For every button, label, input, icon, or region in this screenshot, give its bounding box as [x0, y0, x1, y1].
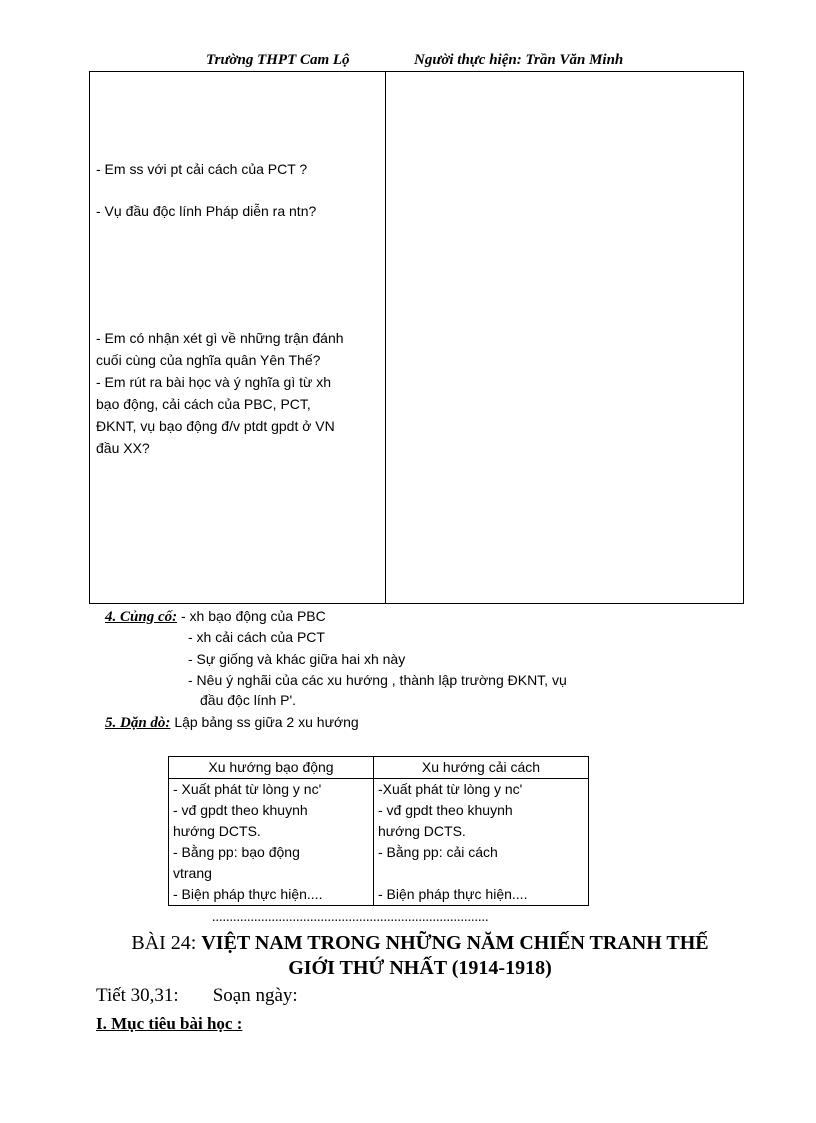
cell-line: - Biện pháp thực hiện.... [378, 886, 528, 902]
column-divider [385, 72, 386, 603]
cell-line: - Xuất phát từ lòng y nc' [173, 781, 322, 797]
consolidate-item: - Nêu ý nghãi của các xu hướng , thành lập trường ĐKNT, vụ [188, 672, 567, 688]
cell-line: - vđ gpdt theo khuynh [378, 802, 513, 818]
text-line: đầu XX? [96, 440, 150, 456]
lesson-period-line [96, 985, 332, 1007]
consolidate-section [105, 606, 326, 628]
consolidate-item: - xh bạo động của PBC [180, 608, 326, 624]
table-row [169, 779, 589, 906]
objectives-heading: I. Mục tiêu bài học : [96, 1014, 243, 1033]
school-name: Trường THPT Cam Lộ [206, 52, 350, 68]
cell-line: hướng DCTS. [173, 823, 261, 839]
cell-line: - Bằng pp: bạo động [173, 844, 300, 860]
consolidate-item: đầu độc lính P'. [200, 692, 297, 708]
lesson-prefix: BÀI 24: [131, 932, 197, 954]
cell-line: hướng DCTS. [378, 823, 466, 839]
text-line: cuối cùng của nghĩa quân Yên Thế? [96, 352, 321, 368]
cell-line: -Xuất phát từ lòng y nc' [378, 781, 523, 797]
table-header-row [169, 757, 589, 779]
consolidate-label: 4. Củng cố: [105, 609, 178, 625]
text-line: - Em có nhận xét gì về những trận đánh [96, 330, 344, 346]
dotted-separator: ............................................................................... [212, 910, 489, 925]
author-name: Người thực hiện: Trần Văn Minh [414, 52, 624, 68]
header-violent: Xu hướng bạo động [169, 757, 374, 779]
homework-section [105, 712, 359, 734]
homework-label: 5. Dặn dò: [105, 715, 171, 731]
question-poisoning: - Vụ đầu độc lính Pháp diễn ra ntn? [96, 203, 317, 219]
lesson-period: Tiết 30,31: [96, 985, 179, 1006]
cell-line: - Bằng pp: cải cách [378, 844, 498, 860]
text-line: ĐKNT, vụ bạo động đ/v ptdt gpdt ở VN [96, 418, 335, 434]
lesson-date-label: Soạn ngày: [212, 985, 298, 1006]
header-reform: Xu hướng cải cách [374, 757, 589, 779]
lesson-title-line2 [90, 957, 750, 980]
consolidate-item: - Sự giống và khác giữa hai xh này [188, 651, 406, 667]
cell-reform [374, 779, 589, 906]
cell-line: vtrang [173, 865, 212, 881]
cell-line: - vđ gpdt theo khuynh [173, 802, 308, 818]
consolidate-item: - xh cải cách của PCT [188, 629, 325, 645]
comparison-table [168, 756, 589, 906]
lesson-table [89, 71, 744, 604]
text-line: bạo động, cải cách của PBC, PCT, [96, 396, 311, 412]
lesson-title-text: GIỚI THỨ NHẤT (1914-1918) [288, 957, 552, 979]
cell-line: - Biện pháp thực hiện.... [173, 886, 323, 902]
lesson-title-line1 [90, 932, 750, 955]
question-compare-pct: - Em ss với pt cải cách của PCT ? [96, 161, 308, 177]
cell-line [378, 863, 584, 884]
question-yen-the [96, 327, 380, 371]
text-line: - Em rút ra bài học và ý nghĩa gì từ xh [96, 374, 332, 390]
cell-violent [169, 779, 374, 906]
question-lessons [96, 371, 380, 459]
homework-text: Lập bảng ss giữa 2 xu hướng [174, 714, 359, 730]
lesson-title-text: VIỆT NAM TRONG NHỮNG NĂM CHIẾN TRANH THẾ [201, 932, 709, 954]
